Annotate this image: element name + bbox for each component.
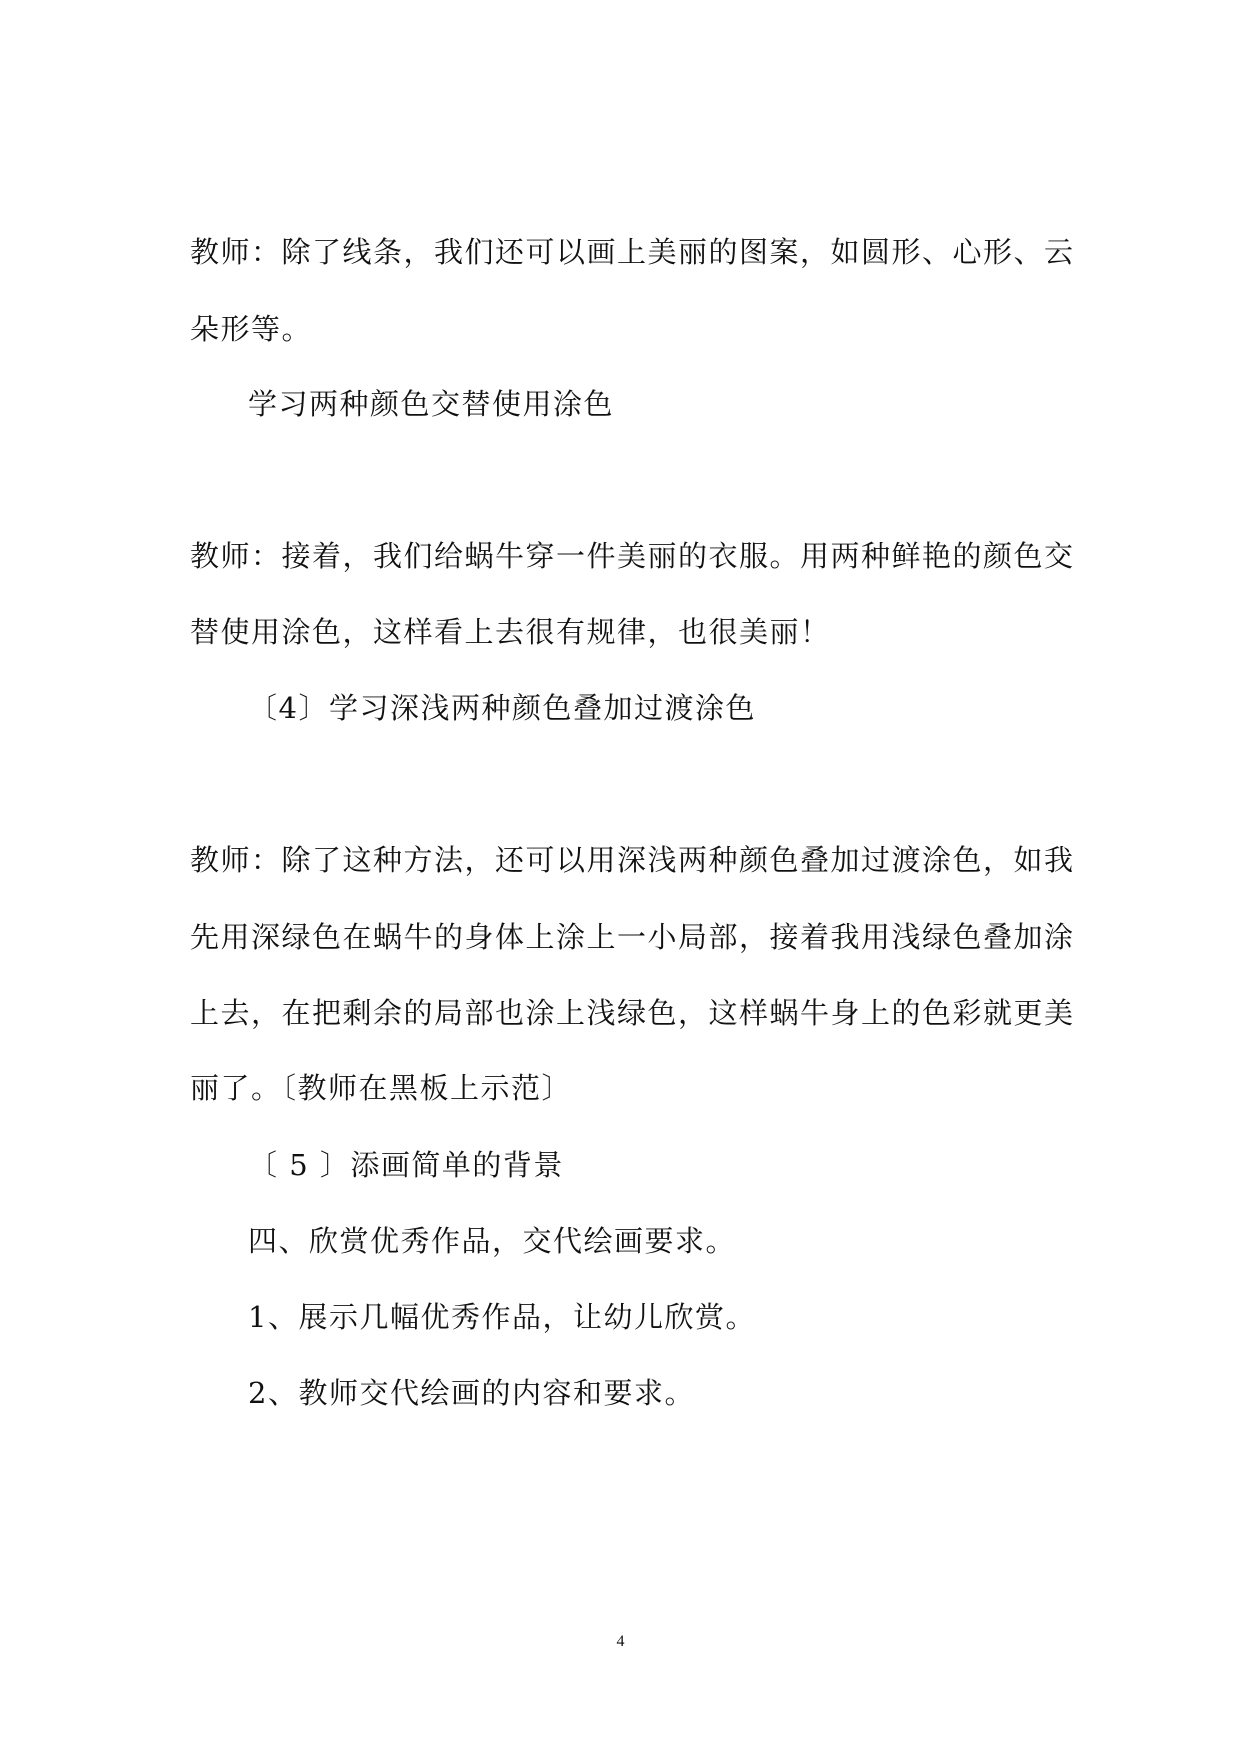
body-text-line: 朵形等。 (190, 312, 313, 346)
body-text-line: 教师：除了这种方法，还可以用深浅两种颜色叠加过渡涂色，如我 (190, 843, 1075, 877)
section-heading: 〔 5 〕添画简单的背景 (248, 1148, 564, 1182)
body-text-line: 先用深绿色在蜗牛的身体上涂上一小局部，接着我用浅绿色叠加涂 (190, 920, 1075, 954)
list-item: 1、展示几幅优秀作品，让幼儿欣赏。 (248, 1300, 756, 1334)
body-text-line: 教师：接着，我们给蜗牛穿一件美丽的衣服。用两种鲜艳的颜色交 (190, 539, 1075, 573)
section-heading: 四、欣赏优秀作品，交代绘画要求。 (248, 1224, 737, 1258)
section-heading: 〔4〕学习深浅两种颜色叠加过渡涂色 (248, 691, 756, 725)
body-text-line: 上去，在把剩余的局部也涂上浅绿色，这样蜗牛身上的色彩就更美 (190, 996, 1075, 1030)
body-text-line: 教师：除了线条，我们还可以画上美丽的图案，如圆形、心形、云 (190, 235, 1075, 269)
page-number: 4 (616, 1633, 625, 1650)
body-text-line: 替使用涂色，这样看上去很有规律，也很美丽！ (190, 615, 831, 649)
body-text-line: 丽了。〔教师在黑板上示范〕 (190, 1071, 573, 1105)
section-heading: 学习两种颜色交替使用涂色 (248, 387, 615, 421)
list-item: 2、教师交代绘画的内容和要求。 (248, 1376, 695, 1410)
